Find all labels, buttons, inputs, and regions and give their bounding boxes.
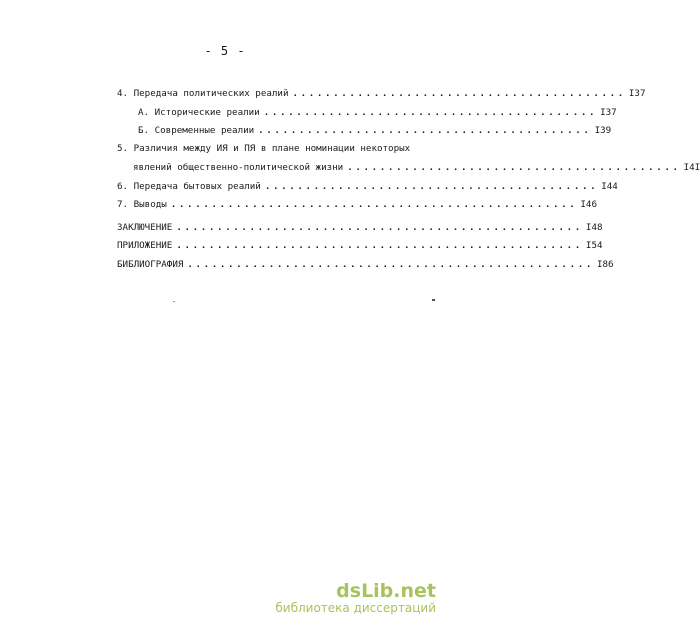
toc-entry <box>138 125 612 137</box>
dot-leader: .................................................. <box>170 199 578 210</box>
toc-entry-title: 6. Передача бытовых реалий <box>117 181 261 192</box>
toc-entry-title: 7. Выводы <box>117 199 167 210</box>
dot-leader: ......................................... <box>258 125 592 136</box>
dot-leader: .................................................. <box>176 240 583 251</box>
watermark-tagline: библиотека диссертаций <box>275 601 436 615</box>
toc-entry <box>117 259 614 271</box>
toc-entry-title: ЗАКЛЮЧЕНИЕ <box>117 222 173 233</box>
dot-leader: ......................................... <box>347 162 681 173</box>
toc-entry-page: I37 <box>628 88 646 99</box>
toc-entry-page: I37 <box>600 107 617 118</box>
dot-leader: ......................................... <box>264 181 599 192</box>
toc-entry <box>117 199 597 211</box>
toc-entry <box>117 181 618 193</box>
toc-entry-title: Б. Современные реалии <box>138 125 255 136</box>
scan-speck <box>173 301 175 302</box>
toc-entry-title: явлений общественно-политической жизни <box>133 162 344 173</box>
scan-speck <box>432 299 435 301</box>
dot-leader: ......................................... <box>292 88 626 99</box>
toc-entry <box>138 107 617 119</box>
toc-entry-page: I4I <box>683 162 700 173</box>
toc-entry-title-line1: 5. Различия между ИЯ и ПЯ в плане номинации некоторых <box>117 143 411 154</box>
watermark <box>275 581 436 615</box>
toc-entry <box>117 240 603 252</box>
toc-entry-title: ПРИЛОЖЕНИЕ <box>117 240 173 251</box>
toc-entry-title: БИБЛИОГРАФИЯ <box>117 259 184 270</box>
toc-entry-title: А. Исторические реалии <box>138 107 260 118</box>
dot-leader: .................................................. <box>187 259 594 270</box>
page-number: - 5 - <box>204 44 246 58</box>
toc-entry-page: I86 <box>596 259 614 270</box>
toc-entry-page: I54 <box>585 240 603 251</box>
toc-entry-page: I48 <box>585 222 603 233</box>
toc-entry <box>117 88 646 100</box>
watermark-logo: dsLib.net <box>336 580 436 602</box>
toc-entry-page: I46 <box>580 199 597 210</box>
dot-leader: ......................................... <box>263 107 598 118</box>
toc-entry-page: I44 <box>601 181 618 192</box>
dot-leader: .................................................. <box>176 222 583 233</box>
toc-entry-title: 4. Передача политических реалий <box>117 88 289 99</box>
toc-entry <box>117 222 603 234</box>
toc-entry-page: I39 <box>594 125 612 136</box>
toc-entry <box>133 162 700 174</box>
